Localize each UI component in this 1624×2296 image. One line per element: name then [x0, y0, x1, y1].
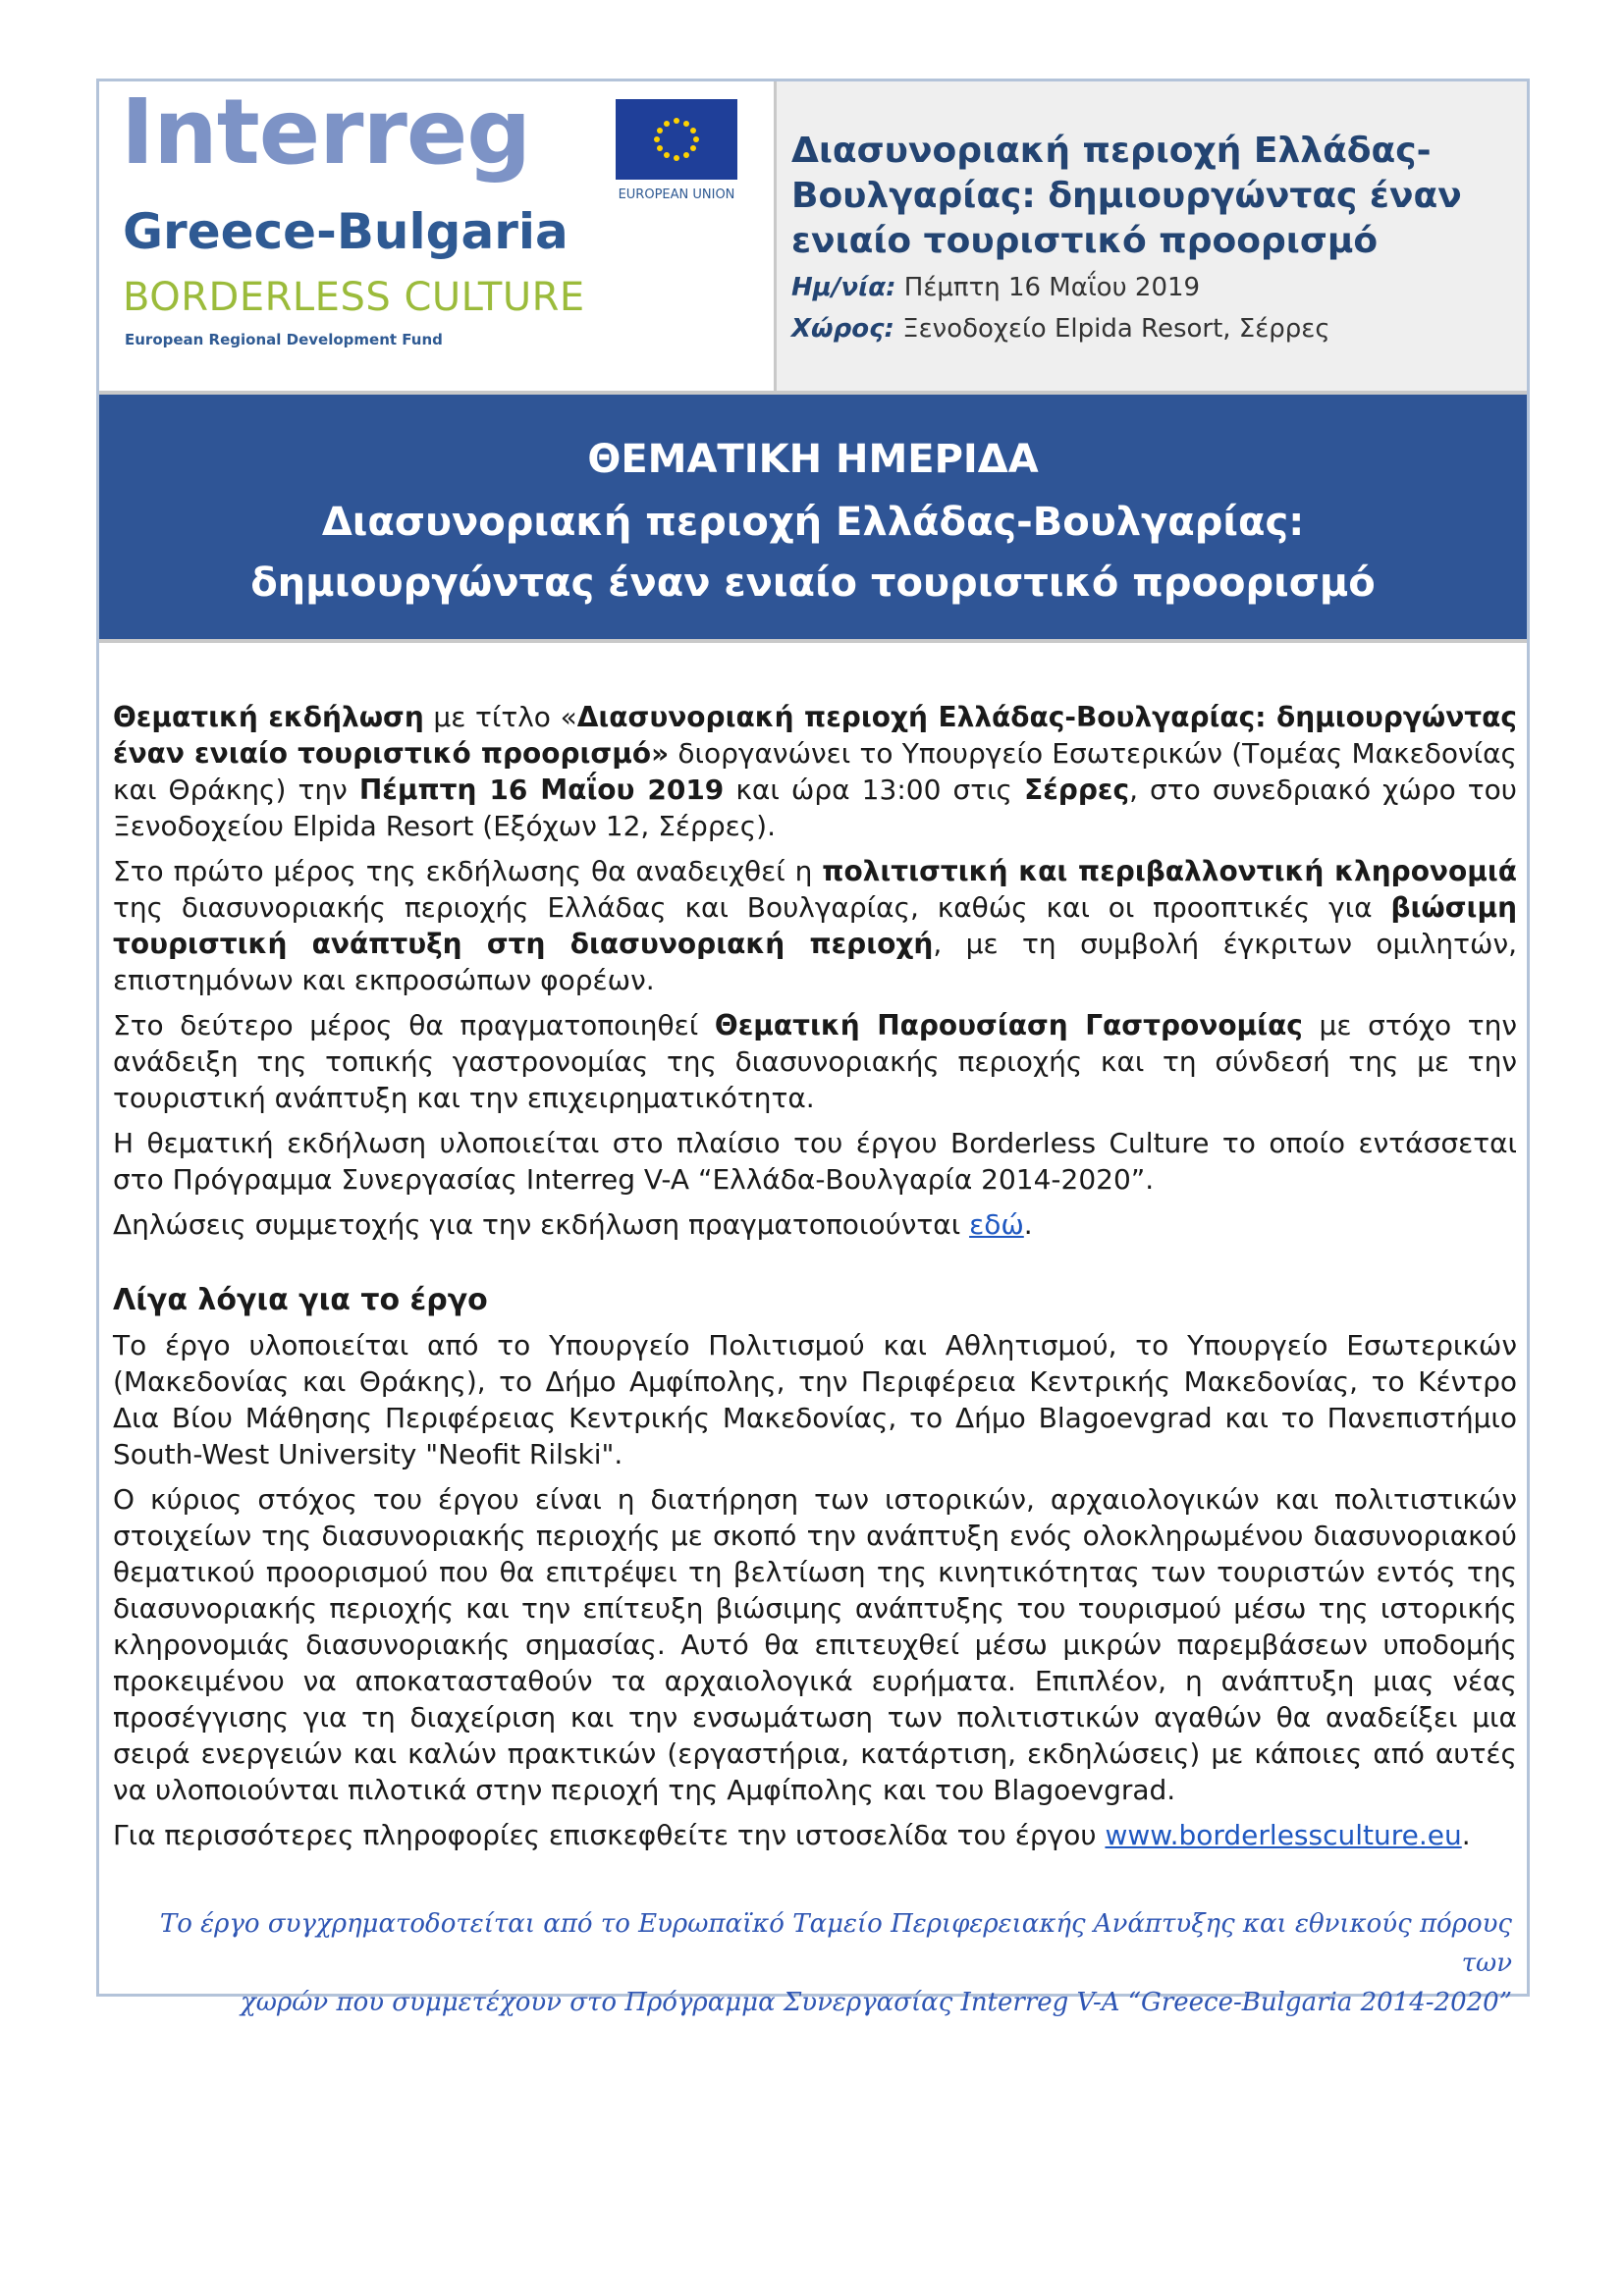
registration-link[interactable]: εδώ: [969, 1208, 1024, 1241]
event-venue: [791, 314, 1330, 344]
paragraph-text: με τίτλο «: [423, 701, 577, 733]
date-label: Ημ/νία:: [791, 273, 896, 302]
website-link[interactable]: www.borderlessculture.eu: [1105, 1819, 1462, 1851]
paragraph-text: Στο δεύτερο μέρος θα πραγματοποιηθεί: [113, 1009, 715, 1041]
event-title: [791, 129, 1479, 264]
banner-subtitle-line: Διασυνοριακή περιοχή Ελλάδας-Βουλγαρίας:: [321, 500, 1305, 545]
bold-text: Διασυνοριακή περιοχή Ελλάδας-Βουλγαρίας: δημιουργώντας έναν ενιαίο τουριστικό προορισμό»: [113, 701, 1518, 770]
event-title-line: Βουλγαρίας: δημιουργώντας έναν: [791, 176, 1462, 216]
website-paragraph: [113, 1817, 1517, 1853]
footer-line: Το έργο συγχρηματοδοτείται από το Ευρωπαϊκό Ταμείο Περιφερειακής Ανάπτυξης και εθνικούς πόρους των: [159, 1909, 1512, 1978]
footer-line: χωρών που συμμετέχουν στο Πρόγραμμα Συνεργασίας Interreg V-A “Greece-Bulgaria 2014-2020”: [240, 1988, 1512, 2017]
first-part-paragraph: [113, 853, 1517, 998]
banner-heading: ΘΕΜΑΤΙΚΗ ΗΜΕΡΙΔΑ: [587, 437, 1039, 482]
programme-paragraph: Η θεματική εκδήλωση υλοποιείται στο πλαίσιο του έργου Borderless Culture το οποίο εντάσσεται στο Πρόγραμμα Συνεργασίας Interreg V-A “Ελλάδα-Βουλγαρία 2014-2020”.: [113, 1127, 1517, 1196]
eu-stars-icon: [616, 99, 737, 180]
paragraph-text: της διασυνοριακής περιοχής Ελλάδας και Βουλγαρίας, καθώς και οι προοπτικές για: [113, 891, 1391, 924]
paragraph-text: .: [1023, 1208, 1033, 1241]
eu-flag-icon: [616, 99, 737, 180]
venue-label: Χώρος:: [791, 314, 894, 344]
bold-text: βιώσιμη τουριστική ανάπτυξη στη διασυνοριακή περιοχή: [113, 891, 1517, 960]
fund-logo-text: European Regional Development Fund: [125, 331, 443, 348]
partners-paragraph: Το έργο υλοποιείται από το Υπουργείο Πολιτισμού και Αθλητισμού, το Υπουργείο Εσωτερικών (Μακεδονίας και Θράκης), το Δήμο Αμφίπολης, την Περιφέρεια Κεντρικής Μακεδονίας, το Κέντρο Δια Βίου Μάθησης Περιφέρειας Κεντρικής Μακεδονίας, το Δήμο Blagoevgrad και το Πανεπιστήμιο South-West University "Neofit Rilski".: [113, 1329, 1517, 1470]
project-logo-text: BORDERLESS CULTURE: [123, 275, 585, 320]
section-title: Λίγα λόγια για το έργο: [113, 1283, 488, 1317]
bold-text: Σέρρες: [1024, 774, 1130, 806]
bold-text: Πέμπτη 16 Μαΐου 2019: [358, 774, 725, 806]
banner-subtitle-line: δημιουργώντας έναν ενιαίο τουριστικό προορισμό: [250, 561, 1376, 606]
registration-paragraph: [113, 1206, 1517, 1243]
event-title-line: ενιαίο τουριστικό προορισμό: [791, 221, 1379, 261]
bold-text: Θεματική Παρουσίαση Γαστρονομίας: [714, 1009, 1303, 1041]
venue-value: Ξενοδοχείο Elpida Resort, Σέρρες: [902, 314, 1330, 344]
paragraph-text: .: [1461, 1819, 1471, 1851]
eu-label: EUROPEAN UNION: [618, 187, 735, 202]
paragraph-text: Δηλώσεις συμμετοχής για την εκδήλωση πραγματοποιούνται: [113, 1208, 970, 1241]
region-logo-text: Greece-Bulgaria: [123, 203, 568, 260]
second-part-paragraph: [113, 1007, 1517, 1116]
intro-paragraph: [113, 699, 1517, 844]
event-title-line: Διασυνοριακή περιοχή Ελλάδας-: [791, 131, 1432, 171]
paragraph-text: Για περισσότερες πληροφορίες επισκεφθείτε την ιστοσελίδα του έργου: [113, 1819, 1106, 1851]
paragraph-text: και ώρα 13:00 στις: [724, 774, 1025, 806]
date-value: Πέμπτη 16 Μαΐου 2019: [903, 273, 1201, 302]
objective-paragraph: Ο κύριος στόχος του έργου είναι η διατήρηση των ιστορικών, αρχαιολογικών και πολιτιστικών στοιχείων της διασυνοριακής περιοχής με σκοπό την ανάπτυξη ενός ολοκληρωμένου διασυνοριακού θεματικού προορισμού που θα επιτρέψει τη βελτίωση της κινητικότητας των τουριστών εντός της διασυνοριακής περιοχής και την επίτευξη βιώσιμης ανάπτυξης του τουρισμού μέσω της ιστορικής κληρονομιάς διασυνοριακής σημασίας. Αυτό θα επιτευχθεί μέσω μικρών παρεμβάσεων υποδομής προκειμένου να αποκατασταθούν τα αρχαιολογικά ευρήματα. Επιπλέον, η ανάπτυξη μιας νέας προσέγγισης για τη διαχείριση και την ενσωμάτωση των πολιτιστικών αγαθών θα αναδείξει μια σειρά ενεργειών και καλών πρακτικών (εργαστήρια, κατάρτιση, εκδηλώσεις) με κάποιες από αυτές να υλοποιούνται πιλοτικά στην περιοχή της Αμφίπολης και του Blagoevgrad.: [113, 1483, 1517, 1806]
bold-text: πολιτιστική και περιβαλλοντική κληρονομιά: [822, 855, 1517, 887]
paragraph-text: Στο πρώτο μέρος της εκδήλωσης θα αναδειχθεί η: [113, 855, 823, 887]
event-date: [791, 273, 1200, 302]
paragraph-text: με στόχο την ανάδειξη της τοπικής γαστρονομίας της διασυνοριακής περιοχής και τη σύνδεσή της με την τουριστική ανάπτυξη και την επιχειρηματικότητα.: [113, 1009, 1517, 1114]
document-body: [113, 699, 1517, 1862]
funding-footer: [113, 1904, 1512, 2022]
paragraph-text: , στο συνεδριακό χώρο του Ξενοδοχείου Elpida Resort (Εξόχων 12, Σέρρες).: [113, 774, 1517, 842]
interreg-logo-text: Interreg: [121, 80, 531, 185]
logo-cell: [99, 81, 777, 391]
paragraph-text: διοργανώνει το Υπουργείο Εσωτερικών (Τομέας Μακεδονίας και Θράκης) την: [113, 737, 1517, 806]
title-banner: [99, 391, 1527, 643]
paragraph-text: , με τη συμβολή έγκριτων ομιλητών, επιστημόνων και εκπροσώπων φορέων.: [113, 928, 1517, 996]
bold-text: Θεματική εκδήλωση: [113, 701, 424, 733]
